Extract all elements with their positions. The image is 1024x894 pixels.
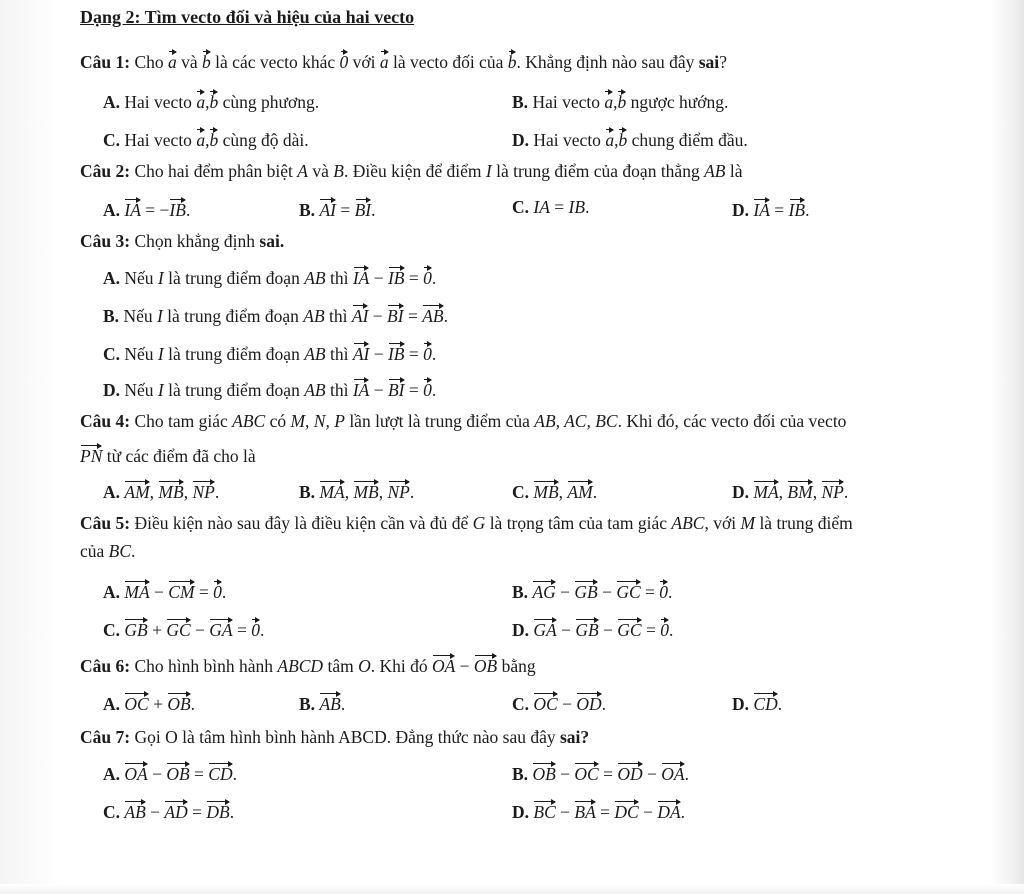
question-7-option-d: D. BC − BA = DC − DA. — [512, 798, 685, 823]
question-5-option-c: C. GB + GC − GA = 0. — [103, 616, 264, 641]
question-4-option-c: C. MB, AM. — [512, 478, 597, 503]
question-4-stem-line2: PN từ các điểm đã cho là — [80, 442, 256, 467]
question-3-option-d: D. Nếu I là trung điểm đoạn AB thì IA − BI = 0. — [103, 376, 436, 401]
question-7-option-a: A. OA − OB = CD. — [103, 760, 237, 785]
question-1-option-b: B. Hai vecto a,b ngược hướng. — [512, 88, 728, 113]
question-1-option-c: C. Hai vecto a,b cùng độ dài. — [103, 126, 309, 151]
question-7-option-c: C. AB − AD = DB. — [103, 798, 234, 823]
question-7-option-b: B. OB − OC = OD − OA. — [512, 760, 689, 785]
question-5-option-a: A. MA − CM = 0. — [103, 578, 226, 603]
question-5-option-b: B. AG − GB − GC = 0. — [512, 578, 672, 603]
question-4-option-a: A. AM, MB, NP. — [103, 478, 219, 503]
question-3-option-a: A. Nếu I là trung điểm đoạn AB thì IA − IB = 0. — [103, 264, 436, 289]
question-3-option-c: C. Nếu I là trung điểm đoạn AB thì AI − IB = 0. — [103, 340, 436, 365]
section-heading: Dạng 2: Tìm vecto đối và hiệu của hai vecto — [80, 7, 415, 27]
question-6-stem: Câu 6: Cho hình bình hành ABCD tâm O. Khi đó OA − OB bằng — [80, 652, 536, 677]
question-2-option-c: C. IA = IB. — [512, 197, 590, 217]
page-bottom-edge — [0, 884, 1024, 894]
question-6-option-c: C. OC − OD. — [512, 690, 606, 715]
question-1-label: Câu 1: — [80, 52, 131, 72]
question-2-option-a: A. IA = −IB. — [103, 196, 190, 221]
question-1-option-a: A. Hai vecto a,b cùng phương. — [103, 88, 319, 113]
question-2-option-d: D. IA = IB. — [732, 196, 809, 221]
question-6-option-b: B. AB. — [299, 690, 345, 715]
question-3-stem: Câu 3: Chọn khẳng định sai. — [80, 231, 285, 251]
question-7-stem: Câu 7: Gọi O là tâm hình bình hành ABCD. Đẳng thức nào sau đây sai? — [80, 727, 590, 747]
question-4-option-b: B. MA, MB, NP. — [299, 478, 414, 503]
question-5-stem: Câu 5: Điều kiện nào sau đây là điều kiện cần và đủ để G là trọng tâm của tam giác ABC, với M là trung điểm — [80, 513, 853, 533]
question-2-option-b: B. AI = BI. — [299, 196, 376, 221]
question-5-option-d: D. GA − GB − GC = 0. — [512, 616, 673, 641]
question-6-option-a: A. OC + OB. — [103, 690, 195, 715]
question-5-stem-line2: của BC. — [80, 541, 136, 561]
question-4-option-d: D. MA, BM, NP. — [732, 478, 848, 503]
question-3-option-b: B. Nếu I là trung điểm đoạn AB thì AI − BI = AB. — [103, 302, 448, 327]
question-6-option-d: D. CD. — [732, 690, 782, 715]
question-1-stem: Câu 1: Cho a và b là các vecto khác 0 với a là vecto đối của b. Khẳng định nào sau đây sai? — [80, 48, 727, 73]
question-4-stem: Câu 4: Cho tam giác ABC có M, N, P lần lượt là trung điểm của AB, AC, BC. Khi đó, các vecto đối của vecto — [80, 411, 847, 431]
question-1-option-d: D. Hai vecto a,b chung điểm đầu. — [512, 126, 748, 151]
question-2-stem: Câu 2: Cho hai đểm phân biệt A và B. Điều kiện để điểm I là trung điểm của đoạn thẳng AB là — [80, 161, 743, 181]
